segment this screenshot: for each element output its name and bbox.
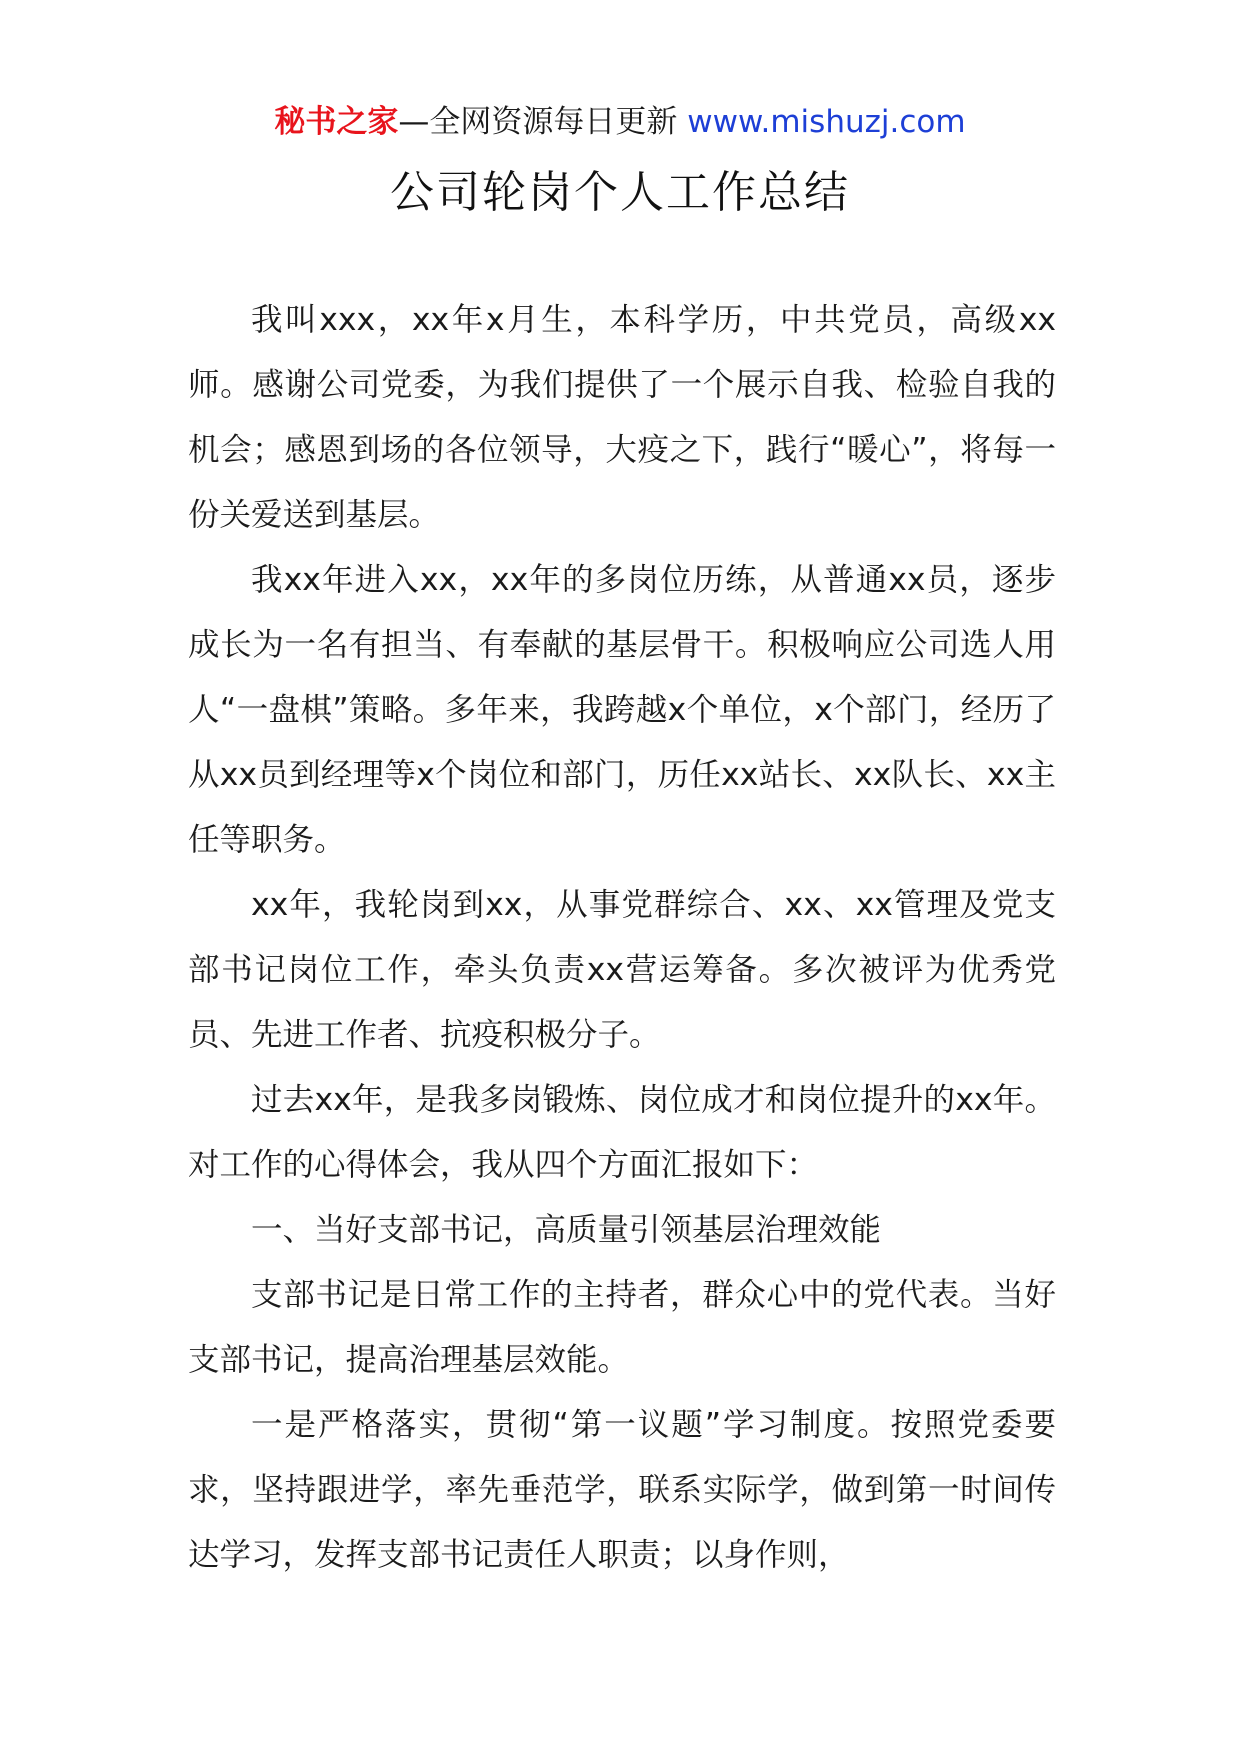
site-header <box>0 100 1240 144</box>
paragraph-intro: 我叫xxx，xx年x月生，本科学历，中共党员，高级xx师。感谢公司党委，为我们提供了一个展示自我、检验自我的机会；感恩到场的各位领导，大疫之下，践行“暖心”，将每一份关爱送到基层。 <box>188 302 1056 533</box>
section-heading-1: 一、当好支部书记，高质量引领基层治理效能 <box>251 1212 882 1248</box>
brand-name: 秘书之家 <box>274 104 399 140</box>
paragraph-career: 我xx年进入xx，xx年的多岗位历练，从普通xx员，逐步成长为一名有担当、有奉献的基层骨干。积极响应公司选人用人“一盘棋”策略。多年来，我跨越x个单位，x个部门，经历了从xx员到经理等x个岗位和部门，历任xx站长、xx队长、xx主任等职务。 <box>188 562 1056 858</box>
paragraph-point-1: 一是严格落实，贯彻“第一议题”学习制度。按照党委要求，坚持跟进学，率先垂范学，联系实际学，做到第一时间传达学习，发挥支部书记责任人职责；以身作则， <box>188 1407 1056 1573</box>
paragraph-secretary: 支部书记是日常工作的主持者，群众心中的党代表。当好支部书记，提高治理基层效能。 <box>188 1277 1056 1378</box>
document-body <box>188 288 1056 1588</box>
document-title: 公司轮岗个人工作总结 <box>390 167 850 218</box>
paragraph-summary: 过去xx年，是我多岗锻炼、岗位成才和岗位提升的xx年。对工作的心得体会，我从四个方面汇报如下： <box>188 1082 1056 1183</box>
paragraph-rotation: xx年，我轮岗到xx，从事党群综合、xx、xx管理及党支部书记岗位工作，牵头负责xx营运筹备。多次被评为优秀党员、先进工作者、抗疫积极分子。 <box>188 887 1056 1053</box>
site-url-link[interactable]: www.mishuzj.com <box>687 104 966 140</box>
header-tagline: —全网资源每日更新 <box>398 104 678 140</box>
